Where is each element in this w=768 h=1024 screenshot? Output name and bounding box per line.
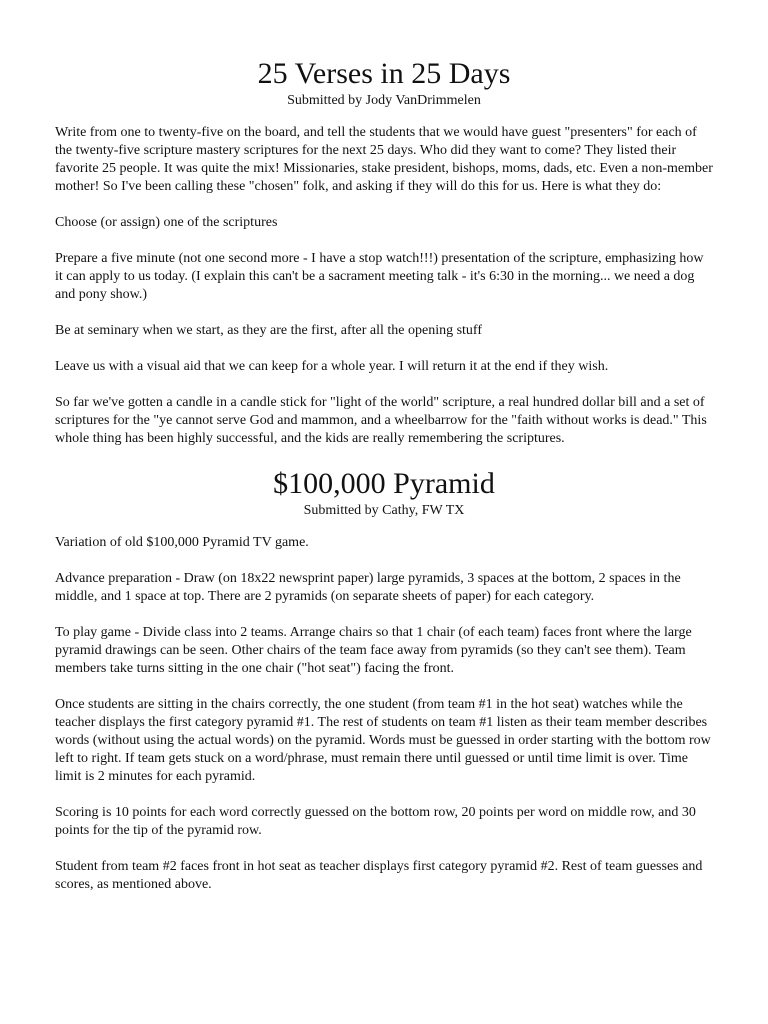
section-byline: Submitted by Jody VanDrimmelen (287, 93, 481, 108)
paragraph: To play game - Divide class into 2 teams. Arrange chairs so that 1 chair (of each team) faces front where the large pyramid drawings can be seen. Other chairs of the team face away from pyramids (so they can't see them). Team members take turns sitting in the one chair ("hot seat") facing the front. (55, 625, 692, 676)
paragraph: Write from one to twenty-five on the board, and tell the students that we would have guest "presenters" for each of the twenty-five scripture mastery scriptures for the next 25 days. Who did they want to come? They listed their favorite 25 people. It was quite the mix! Missionaries, stake president, bishops, moms, dads, etc. Even a non-member mother! So I've been calling these "chosen" folk, and asking if they will do this for us. Here is what they do: (55, 125, 713, 194)
section-25-verses (55, 56, 713, 448)
paragraph: Variation of old $100,000 Pyramid TV game. (55, 535, 309, 550)
section-title: $100,000 Pyramid (273, 467, 495, 500)
paragraph: Advance preparation - Draw (on 18x22 newsprint paper) large pyramids, 3 spaces at the bottom, 2 spaces in the middle, and 1 space at top. There are 2 pyramids (on separate sheets of paper) for each category. (55, 571, 681, 604)
paragraph: Choose (or assign) one of the scriptures (55, 215, 278, 230)
paragraph: So far we've gotten a candle in a candle stick for "light of the world" scripture, a real hundred dollar bill and a set of scriptures for the "ye cannot serve God and mammon, and a wheelbarrow for the "faith without works is dead." This whole thing has been highly successful, and the kids are really remembering the scriptures. (55, 395, 707, 446)
paragraph: Once students are sitting in the chairs correctly, the one student (from team #1 in the hot seat) watches while the teacher displays the first category pyramid #1. The rest of students on team #1 listen as their team member describes words (without using the actual words) on the pyramid. Words must be guessed in order starting with the bottom row left to right. If team gets stuck on a word/phrase, must remain there until guessed or until time limit is over. Time limit is 2 minutes for each pyramid. (55, 697, 711, 784)
paragraph: Student from team #2 faces front in hot seat as teacher displays first category pyramid #2. Rest of team guesses and scores, as mentioned above. (55, 859, 703, 892)
paragraph: Prepare a five minute (not one second more - I have a stop watch!!!) presentation of the scripture, emphasizing how it can apply to us today. (I explain this can't be a sacrament meeting talk - it's 6:30 in the morning... we need a dog and pony show.) (55, 251, 704, 302)
paragraph: Scoring is 10 points for each word correctly guessed on the bottom row, 20 points per word on middle row, and 30 points for the tip of the pyramid row. (55, 805, 696, 838)
section-pyramid (55, 466, 713, 894)
section-byline: Submitted by Cathy, FW TX (303, 503, 465, 518)
section-title: 25 Verses in 25 Days (257, 57, 511, 90)
paragraph: Be at seminary when we start, as they are the first, after all the opening stuff (55, 323, 482, 338)
paragraph: Leave us with a visual aid that we can keep for a whole year. I will return it at the end if they wish. (55, 359, 609, 374)
document-page (55, 56, 713, 912)
